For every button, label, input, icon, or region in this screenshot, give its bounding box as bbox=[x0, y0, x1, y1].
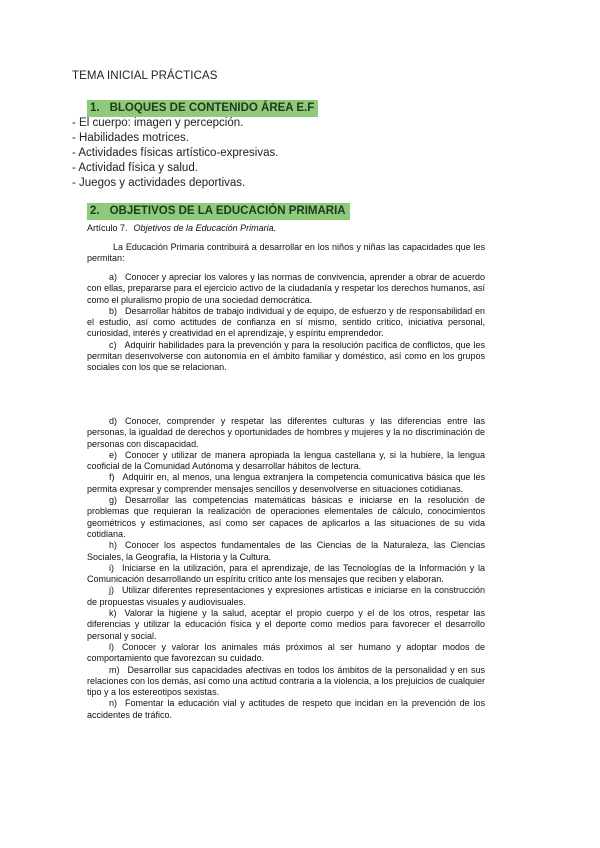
section-heading-contenidos bbox=[87, 100, 318, 117]
objective-text: Iniciarse en la utilización, para el aprendizaje, de las Tecnologías de la Información y la Comunicación desarrollando un espíritu crítico ante los mensajes que reciben y elaboran. bbox=[87, 562, 485, 585]
content-blocks-list bbox=[72, 116, 278, 191]
objective-item bbox=[87, 642, 485, 665]
objective-item bbox=[87, 340, 485, 374]
objective-text: Conocer, comprender y respetar las diferentes culturas y las diferencias entre las personas, la igualdad de derechos y oportunidades de hombres y mujeres y la no discriminación de personas con discapacidad. bbox=[87, 416, 485, 449]
objective-item bbox=[87, 416, 485, 450]
objective-text: Conocer y apreciar los valores y las normas de convivencia, aprender a obrar de acuerdo con ellas, prepararse para el ejercicio activo de la ciudadanía y respetar los derechos humanos, así como el pluralismo propio de una sociedad democrática. bbox=[87, 272, 485, 305]
intro-paragraph: La Educación Primaria contribuirá a desarrollar en los niños y niñas las capacidades que les permitan: bbox=[87, 242, 485, 264]
section-heading-objetivos bbox=[87, 203, 350, 220]
objective-text: Desarrollar las competencias matemáticas básicas e iniciarse en la resolución de problemas que requieran la realización de operaciones elementales de cálculo, conocimientos geométricos y estimaciones, así como ser capaces de aplicarlos a las situaciones de su vida cotidiana. bbox=[87, 495, 485, 539]
objectives-block-1 bbox=[87, 272, 485, 374]
objective-text: Conocer y valorar los animales más próximos al ser humano y adoptar modos de comportamiento que favorezcan su cuidado. bbox=[87, 641, 485, 664]
objective-letter: d) bbox=[109, 416, 118, 426]
objective-letter: e) bbox=[109, 449, 118, 460]
objective-item bbox=[87, 450, 485, 473]
objective-letter: h) bbox=[109, 540, 118, 551]
objective-item bbox=[87, 495, 485, 540]
objective-item bbox=[87, 306, 485, 340]
objective-text: Fomentar la educación vial y actitudes de respeto que incidan en la prevención de los accidentes de tráfico. bbox=[87, 698, 485, 720]
section-title: OBJETIVOS DE LA EDUCACIÓN PRIMARIA bbox=[109, 205, 346, 217]
section-number: 1. bbox=[90, 102, 100, 114]
article-heading bbox=[87, 223, 485, 234]
list-item: - Juegos y actividades deportivas. bbox=[72, 177, 246, 189]
objective-letter: f) bbox=[109, 472, 115, 483]
objective-letter: i) bbox=[109, 562, 114, 573]
section-number: 2. bbox=[90, 205, 100, 217]
article-intro bbox=[87, 242, 485, 265]
objective-text: Desarrollar hábitos de trabajo individual y de equipo, de esfuerzo y de responsabilidad en el estudio, así como actitudes de confianza en sí mismo, sentido crítico, iniciativa personal, curiosidad, interés y creatividad en el aprendizaje, y espíritu emprendedor. bbox=[87, 305, 485, 339]
list-item: - Actividades físicas artístico-expresivas. bbox=[72, 147, 279, 159]
objective-item bbox=[87, 665, 485, 699]
list-item: - El cuerpo: imagen y percepción. bbox=[72, 117, 244, 129]
objective-letter: l) bbox=[109, 641, 114, 652]
objective-item bbox=[87, 540, 485, 563]
objective-letter: j) bbox=[109, 585, 114, 596]
objective-item bbox=[87, 608, 485, 642]
objective-text: Conocer los aspectos fundamentales de las Ciencias de la Naturaleza, las Ciencias Sociales, la Geografía, la Historia y la Cultura. bbox=[87, 540, 485, 562]
objective-letter: k) bbox=[109, 608, 117, 619]
objective-letter: b) bbox=[109, 305, 118, 316]
objective-letter: g) bbox=[109, 495, 118, 506]
objective-letter: m) bbox=[109, 664, 120, 675]
page-title: TEMA INICIAL PRÁCTICAS bbox=[72, 70, 218, 82]
article-label: Artículo 7. bbox=[87, 223, 128, 233]
objective-item bbox=[87, 585, 485, 608]
objective-letter: c) bbox=[109, 339, 117, 350]
section-title: BLOQUES DE CONTENIDO ÁREA E.F bbox=[109, 102, 315, 114]
list-item: - Habilidades motrices. bbox=[72, 132, 189, 144]
article-title: Objetivos de la Educación Primaria. bbox=[133, 223, 277, 233]
objective-text: Utilizar diferentes representaciones y expresiones artísticas e iniciarse en la construcción de propuestas visuales y audiovisuales. bbox=[87, 585, 485, 607]
objective-item bbox=[87, 563, 485, 586]
objective-item bbox=[87, 272, 485, 306]
list-item: - Actividad física y salud. bbox=[72, 162, 198, 174]
objectives-block-2 bbox=[87, 416, 485, 721]
objective-text: Conocer y utilizar de manera apropiada la lengua castellana y, si la hubiere, la lengua cooficial de la Comunidad Autónoma y desarrollar hábitos de lectura. bbox=[87, 449, 485, 472]
objective-item bbox=[87, 472, 485, 495]
objective-text: Adquirir habilidades para la prevención y para la resolución pacífica de conflictos, que les permitan desenvolverse con autonomía en el ámbito familiar y doméstico, así como en los grupos sociales con los que se relacionan. bbox=[87, 339, 485, 373]
objective-text: Desarrollar sus capacidades afectivas en todos los ámbitos de la personalidad y en sus relaciones con los demás, así como una actitud contraria a la violencia, a los prejuicios de cualquier tipo y a los estereotipos sexistas. bbox=[87, 664, 485, 698]
objective-letter: n) bbox=[109, 698, 118, 709]
objective-text: Valorar la higiene y la salud, aceptar el propio cuerpo y el de los otros, respetar las diferencias y utilizar la educación física y el deporte como medios para favorecer el desarrollo personal y social. bbox=[87, 608, 485, 641]
objective-letter: a) bbox=[109, 272, 118, 282]
objective-text: Adquirir en, al menos, una lengua extranjera la competencia comunicativa básica que les permita expresar y comprender mensajes sencillos y desenvolverse en situaciones cotidianas. bbox=[87, 472, 485, 494]
objective-item bbox=[87, 698, 485, 721]
